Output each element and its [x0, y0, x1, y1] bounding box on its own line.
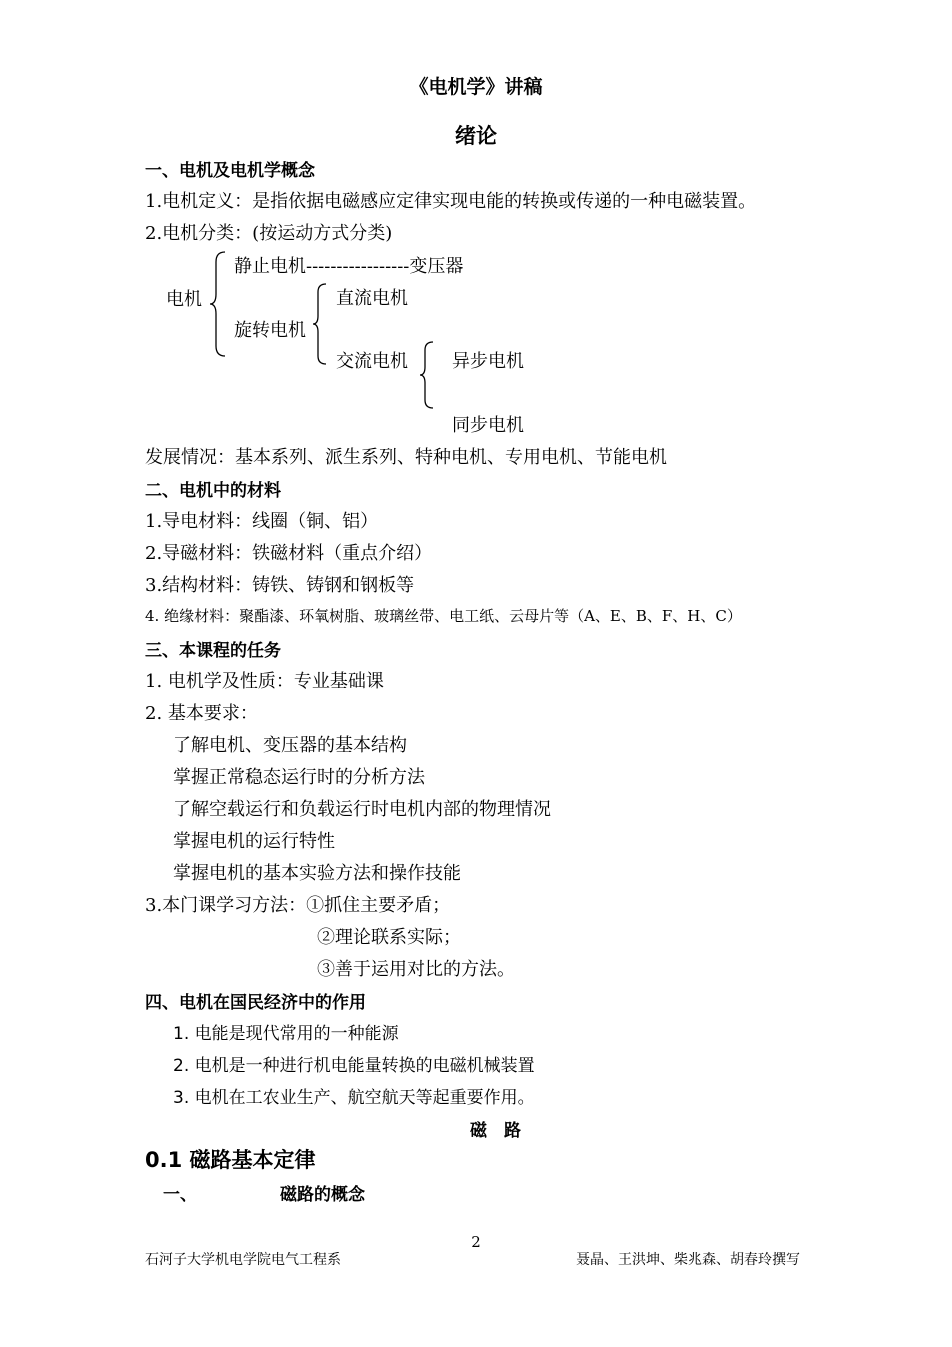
sec4-item-2: 2. 电机是一种进行机电能量转换的电磁机械装置 [173, 1056, 535, 1076]
requirement-2: 掌握正常稳态运行时的分析方法 [173, 767, 425, 788]
sec2-heading: 二、电机中的材料 [145, 481, 281, 501]
section-0-1-heading: 0.1 磁路基本定律 [145, 1148, 316, 1172]
brace-main [208, 250, 228, 358]
tree-dc: 直流电机 [336, 288, 408, 309]
development-line: 发展情况：基本系列、派生系列、特种电机、专用电机、节能电机 [145, 447, 667, 468]
sec2-item-2: 2.导磁材料：铁磁材料（重点介绍） [145, 543, 433, 564]
brace-ac [418, 340, 436, 410]
magnetic-heading: 磁 路 [470, 1121, 521, 1141]
sec4-item-3: 3. 电机在工农业生产、航空航天等起重要作用。 [173, 1088, 535, 1108]
sec3-heading: 三、本课程的任务 [145, 641, 281, 661]
sec4-heading: 四、电机在国民经济中的作用 [145, 993, 366, 1013]
tree-rotating: 旋转电机 [234, 320, 306, 341]
footer-right: 聂晶、王洪坤、柴兆森、胡春玲撰写 [576, 1252, 800, 1268]
tree-sync: 同步电机 [452, 415, 524, 436]
tree-async: 异步电机 [452, 351, 524, 372]
sec1-item2: 2.电机分类：(按运动方式分类) [145, 223, 393, 244]
method-3: ③善于运用对比的方法。 [317, 959, 515, 980]
sec2-item-1: 1.导电材料：线圈（铜、铝） [145, 511, 379, 532]
tree-root: 电机 [166, 289, 202, 310]
tree-static: 静止电机-----------------变压器 [234, 256, 464, 277]
sec3-item1: 1. 电机学及性质：专业基础课 [145, 671, 384, 692]
sec1-item1: 1.电机定义：是指依据电磁感应定律实现电能的转换或传递的一种电磁装置。 [145, 191, 757, 212]
subsection1-number: 一、 [163, 1185, 197, 1205]
subsection1-title: 磁路的概念 [280, 1185, 365, 1205]
sec3-item2: 2. 基本要求： [145, 703, 258, 724]
requirement-5: 掌握电机的基本实验方法和操作技能 [173, 863, 461, 884]
sec4-item-1: 1. 电能是现代常用的一种能源 [173, 1024, 399, 1044]
page-number: 2 [471, 1233, 481, 1251]
method-2: ②理论联系实际； [317, 927, 461, 948]
requirement-3: 了解空载运行和负载运行时电机内部的物理情况 [173, 799, 551, 820]
brace-rotating [311, 282, 329, 366]
requirement-4: 掌握电机的运行特性 [173, 831, 335, 852]
sec2-item-4: 4. 绝缘材料：聚酯漆、环氧树脂、玻璃丝带、电工纸、云母片等（A、E、B、F、H、C） [145, 607, 742, 625]
requirement-1: 了解电机、变压器的基本结构 [173, 735, 407, 756]
intro-heading: 绪论 [455, 124, 497, 148]
tree-ac: 交流电机 [336, 351, 408, 372]
sec1-heading: 一、电机及电机学概念 [145, 161, 315, 181]
sec2-item-3: 3.结构材料：铸铁、铸钢和钢板等 [145, 575, 415, 596]
document-title: 《电机学》讲稿 [409, 76, 543, 98]
footer-left: 石河子大学机电学院电气工程系 [145, 1252, 341, 1268]
sec3-item3: 3.本门课学习方法：①抓住主要矛盾； [145, 895, 451, 916]
